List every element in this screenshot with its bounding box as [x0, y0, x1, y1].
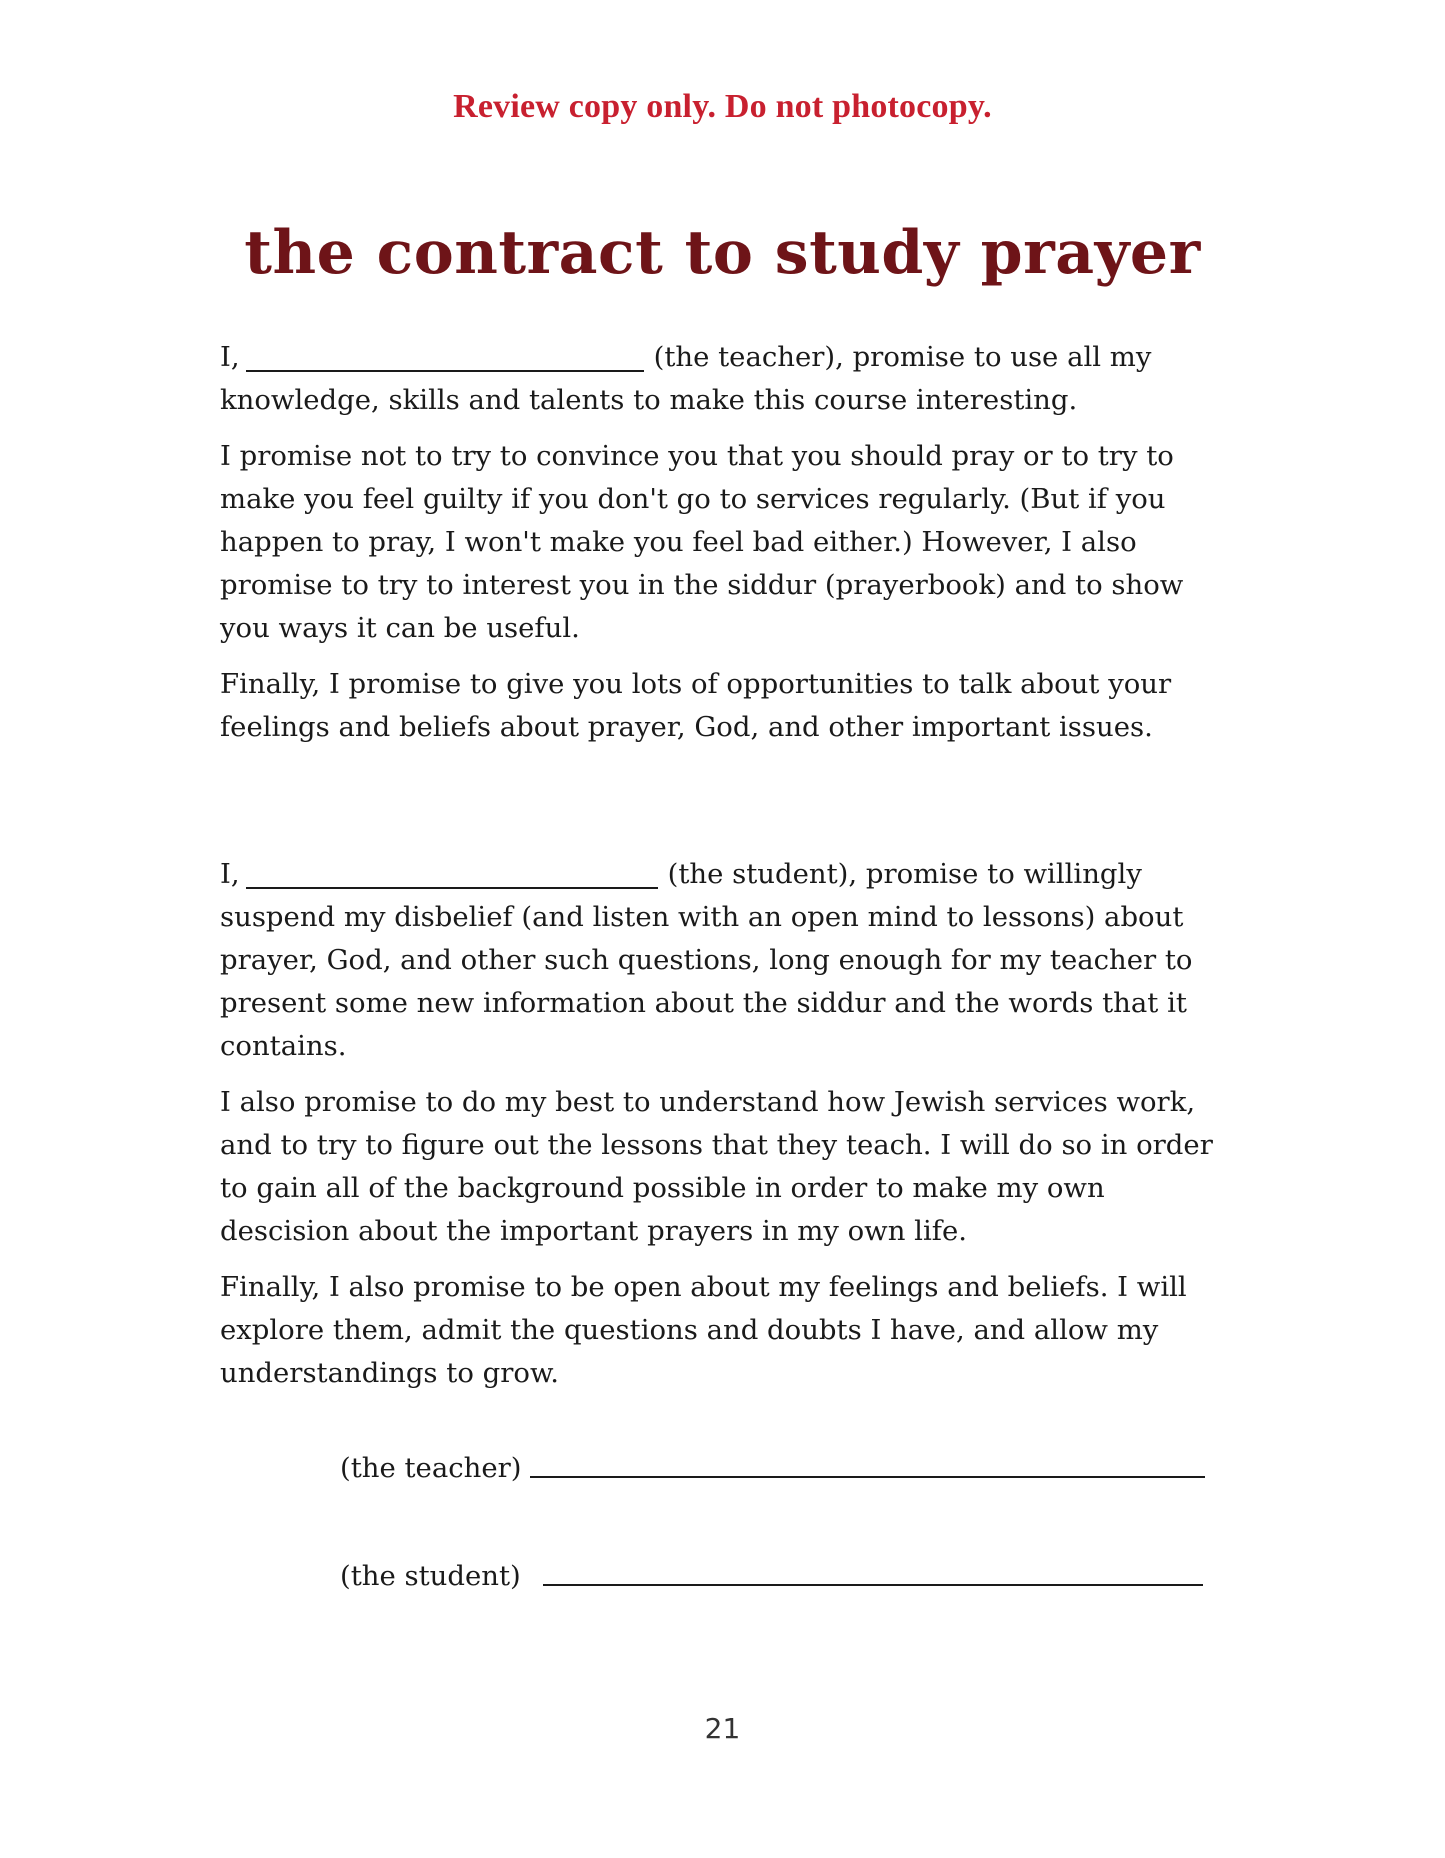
review-copy-notice: Review copy only. Do not photocopy.: [453, 88, 992, 125]
teacher-promise-intro: [220, 336, 1240, 422]
student-paragraph: Finally, I also promise to be open about my feelings and beliefs. I will explore them, admit the questions and doubts I have, and allow my understandings to grow.: [220, 1271, 1187, 1389]
teacher-paragraph: I promise not to try to convince you that you should pray or to try to make you feel guilty if you don't go to services regularly. (But if you happen to pray, I won't make you feel bad either.) However, I also promise to try to interest you in the siddur (prayerbook) and to show you ways it can be useful.: [220, 440, 1184, 644]
student-promise-text: (the student), promise to willingly suspend my disbelief (and listen with an open mind to lessons) about prayer, God, and other such questions, long enough for my teacher to present some new information about the siddur and the words that it contains.: [220, 858, 1193, 1062]
teacher-name-blank[interactable]: [246, 340, 644, 372]
page-title: the contract to study prayer: [244, 218, 1201, 288]
student-signature-row: [340, 1560, 1203, 1592]
student-paragraph: I also promise to do my best to understand how Jewish services work, and to try to figure out the lessons that they teach. I will do so in order to gain all of the background possible in order to make my own descision about the important prayers in my own life.: [220, 1086, 1213, 1247]
teacher-signature-label: (the teacher): [340, 1452, 522, 1484]
page-number: 21: [704, 1712, 741, 1745]
teacher-paragraph: Finally, I promise to give you lots of opportunities to talk about your feelings and beliefs about prayer, God, and other important issues.: [220, 668, 1172, 743]
teacher-promise-text: (the teacher), promise to use all my knowledge, skills and talents to make this course interesting.: [220, 341, 1152, 416]
student-promise-intro: [220, 853, 1240, 1068]
teacher-promise-section: [220, 336, 1240, 762]
student-name-blank[interactable]: [246, 857, 658, 889]
student-signature-label: (the student): [340, 1560, 521, 1592]
teacher-signature-line[interactable]: [530, 1472, 1205, 1478]
student-pronoun: I,: [220, 858, 240, 890]
student-promise-section: [220, 853, 1240, 1408]
teacher-signature-row: [340, 1452, 1205, 1484]
teacher-pronoun: I,: [220, 341, 240, 373]
student-signature-line[interactable]: [543, 1580, 1203, 1586]
